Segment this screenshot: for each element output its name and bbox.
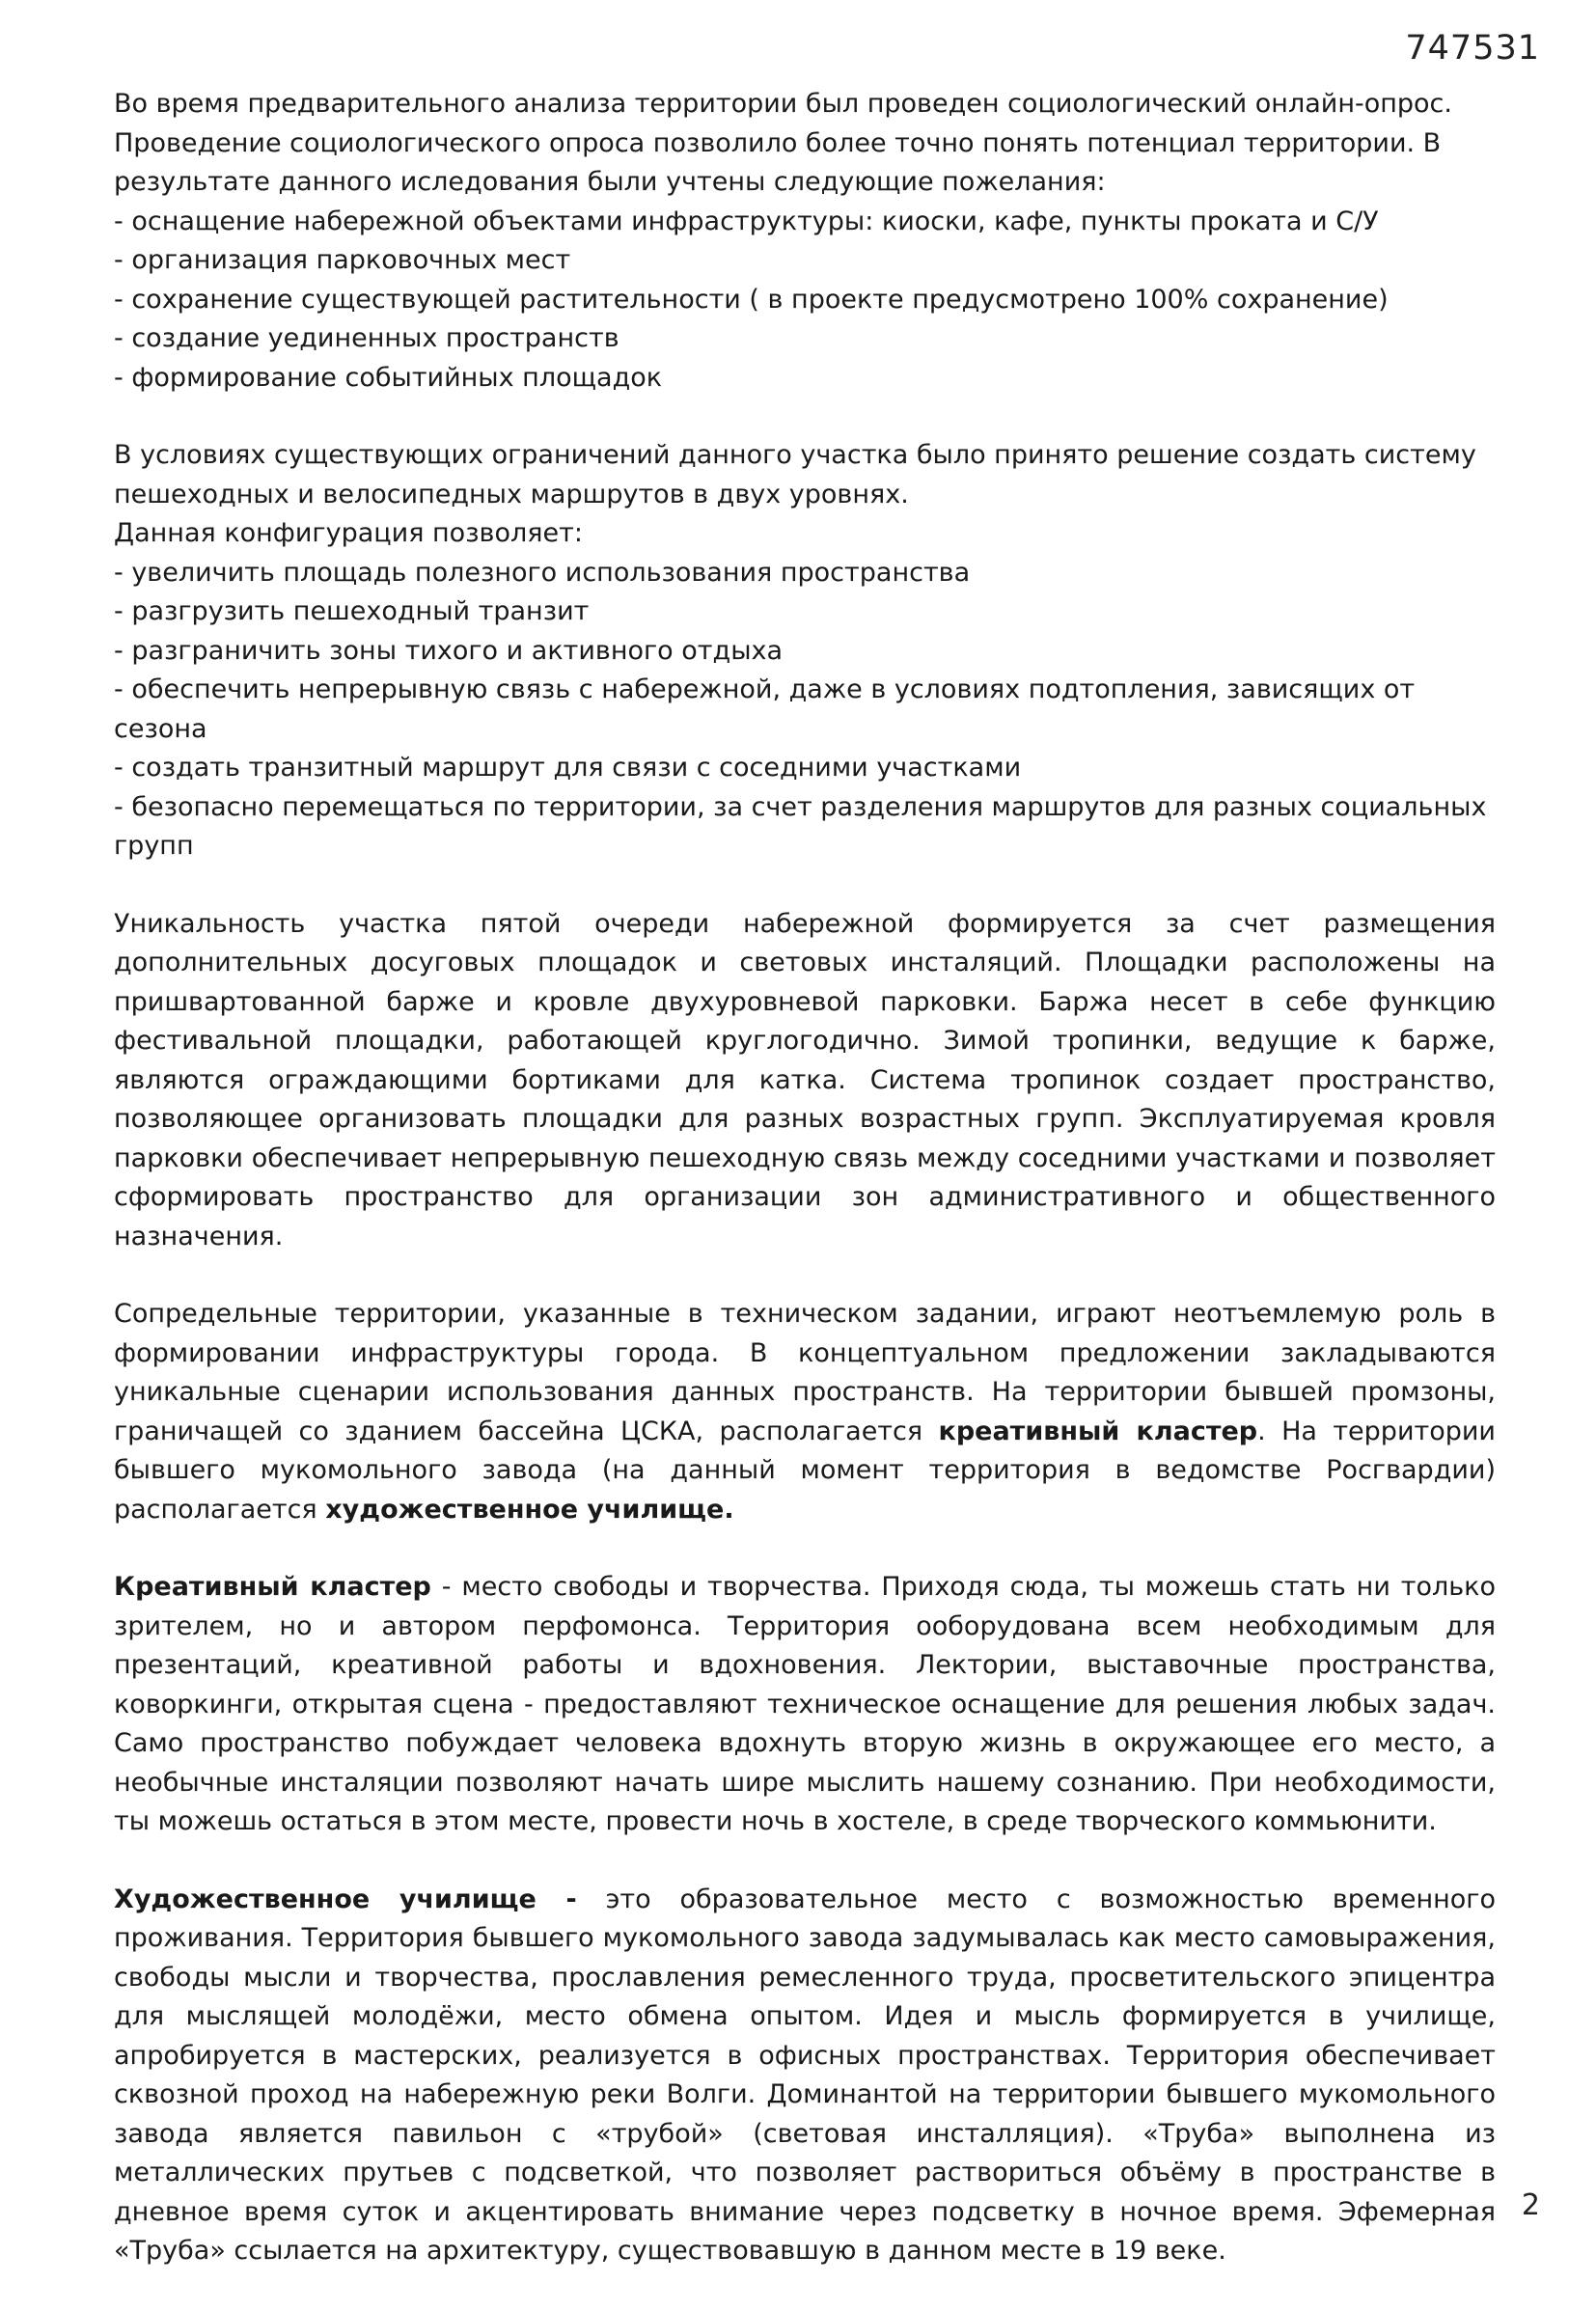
- routes-lead: Данная конфигурация позволяет:: [114, 518, 583, 548]
- page-number: 2: [1521, 2188, 1540, 2222]
- creative-cluster-term: креативный кластер: [938, 1416, 1258, 1446]
- creative-cluster-heading: Креативный кластер: [114, 1572, 431, 1602]
- art-school-term: художественное училище.: [325, 1494, 734, 1525]
- document-body: [114, 85, 1496, 2310]
- uniqueness-paragraph: Уникальность участка пятой очереди набережной формируется за счет размещения дополнительных досуговых площадок и световых инсталяций. Площадки расположены на пришвартованной барже и кровле двухуровневой парковки. Баржа несет в себе функцию фестивальной площадки, работающей круглогодично. Зимой тропинки, ведущие к барже, являются ограждающими бортиками для катка. Система тропинок создает пространство, позволяющее организовать площадки для разных возрастных групп. Эксплуатируемая кровля парковки обеспечивает непрерывную пешеходную связь между соседними участками и позволяет сформировать пространство для организации зон административного и общественного назначения.: [114, 908, 1496, 1251]
- paragraph-text: Сопредельные территории, указанные в техническом задании, играют неотъемлемую роль в формировании инфраструктуры города. В концептуальном предложении закладываются уникальные сценарии использования данных пространств. На территории бывшей промзоны, граничащей со зданием бассейна ЦСКА, располагается: [114, 1299, 1496, 1446]
- list-item: - создание уединенных пространств: [114, 323, 619, 353]
- art-school-heading: Художественное училище -: [114, 1884, 577, 1914]
- art-school-paragraph: [114, 1881, 1496, 2271]
- list-item: - сохранение существующей растительности ( в проекте предусмотрено 100% сохранение): [114, 284, 1389, 315]
- survey-intro: Во время предварительного анализа территории был проведен социологический онлайн-опрос. Проведение социологического опроса позволило более точно понять потенциал территории. В результате данного иследования были учтены следующие пожелания:: [114, 89, 1452, 197]
- adjacent-territories-paragraph: [114, 1295, 1496, 1529]
- routes-intro: В условиях существующих ограничений данного участка было принято решение создать систему пешеходных и велосипедных маршрутов в двух уровнях.: [114, 440, 1476, 509]
- survey-section: [114, 85, 1496, 398]
- list-item: - обеспечить непрерывную связь с набережной, даже в условиях подтопления, зависящих от сезона: [114, 674, 1416, 744]
- list-item: - создать транзитный маршрут для связи с соседними участками: [114, 753, 1022, 783]
- paragraph-text: это образовательное место с возможностью временного проживания. Территория бывшего мукомольного завода задумывалась как место самовыражения, свободы мысли и творчества, прославления ремесленного труда, просветительского эпицентра для мыслящей молодёжи, место обмена опытом. Идея и мысль формируется в училище, апробируется в мастерских, реализуется в офисных пространствах. Территория обеспечивает сквозной проход на набережную реки Волги. Доминантой на территории бывшего мукомольного завода является павильон с «трубой» (световая инсталляция). «Труба» выполнена из металлических прутьев с подсветкой, что позволяет раствориться объёму в пространстве в дневное время суток и акцентировать внимание через подсветку в ночное время. Эфемерная «Труба» ссылается на архитектуру, существовавшую в данном месте в 19 веке.: [114, 1884, 1496, 2266]
- list-item: - оснащение набережной объектами инфраструктуры: киоски, кафе, пункты проката и С/У: [114, 206, 1379, 236]
- document-id: 747531: [1405, 29, 1540, 68]
- list-item: - формирование событийных площадок: [114, 362, 663, 393]
- list-item: - организация парковочных мест: [114, 245, 571, 275]
- list-item: - безопасно перемещаться по территории, за счет разделения маршрутов для разных социальных групп: [114, 791, 1487, 861]
- routes-section: [114, 436, 1496, 866]
- list-item: - разграничить зоны тихого и активного отдыха: [114, 635, 784, 666]
- paragraph-text: - место свободы и творчества. Приходя сюда, ты можешь стать ни только зрителем, но и автором перфомонса. Территория ооборудована всем необходимым для презентаций, креативной работы и вдохновения. Лектории, выставочные пространства, коворкинги, открытая сцена - предоставляют техническое оснащение для решения любых задач. Само пространство побуждает человека вдохнуть вторую жизнь в окружающее его место, а необычные инсталяции позволяют начать шире мыслить нашему сознанию. При необходимости, ты можешь остаться в этом месте, провести ночь в хостеле, в среде творческого коммьюнити.: [114, 1572, 1496, 1836]
- list-item: - увеличить площадь полезного использования пространства: [114, 557, 971, 588]
- list-item: - разгрузить пешеходный транзит: [114, 596, 590, 626]
- paragraph-text: . На территории бывшего мукомольного завода (на данный момент территория в ведомстве Росгвардии) располагается: [114, 1416, 1496, 1525]
- creative-cluster-paragraph: [114, 1568, 1496, 1842]
